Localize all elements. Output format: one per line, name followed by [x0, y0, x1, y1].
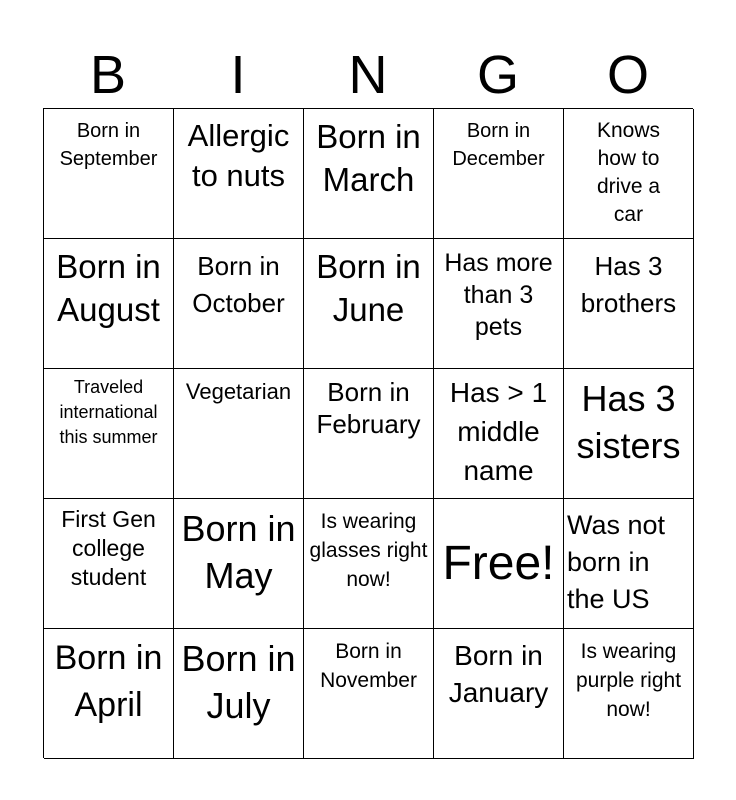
bingo-cell[interactable] — [434, 109, 564, 239]
bingo-cell[interactable] — [44, 499, 174, 629]
bingo-cell[interactable] — [564, 109, 694, 239]
cell-text: Born in December — [452, 120, 545, 170]
cell-text: Born in April — [54, 639, 163, 724]
bingo-cell[interactable] — [304, 109, 434, 239]
header-letter-n: N — [348, 45, 388, 105]
bingo-cell[interactable] — [434, 239, 564, 369]
cell-text: Born in May — [181, 508, 296, 596]
bingo-cell[interactable] — [174, 109, 304, 239]
bingo-cell[interactable] — [434, 629, 564, 759]
bingo-cell[interactable] — [304, 369, 434, 499]
bingo-cell[interactable] — [174, 629, 304, 759]
header-letter-g: G — [476, 45, 519, 105]
bingo-cell[interactable] — [564, 239, 694, 369]
cell-text: Vegetarian — [185, 379, 292, 404]
free-space-cell[interactable] — [434, 499, 564, 629]
header-letter-o: O — [606, 45, 649, 105]
bingo-cell[interactable] — [44, 369, 174, 499]
cell-text: Knows how to drive a car — [596, 119, 661, 226]
cell-text: Has > 1 middle name — [449, 377, 548, 486]
bingo-header — [43, 42, 693, 108]
bingo-cell[interactable] — [304, 239, 434, 369]
bingo-cell[interactable] — [44, 629, 174, 759]
cell-text: Born in July — [181, 638, 296, 726]
cell-text: First Gen college student — [61, 506, 156, 590]
bingo-cell[interactable] — [44, 109, 174, 239]
cell-text: Born in March — [316, 118, 421, 198]
cell-text: Was not born in the US — [567, 510, 666, 614]
bingo-cell[interactable] — [564, 369, 694, 499]
cell-text: Free! — [442, 537, 555, 590]
cell-text: Is wearing glasses right now! — [309, 510, 428, 591]
bingo-cell[interactable] — [174, 499, 304, 629]
bingo-cell[interactable] — [564, 629, 694, 759]
header-letter-i: I — [230, 45, 246, 105]
cell-text: Born in February — [316, 377, 421, 439]
cell-text: Has 3 brothers — [580, 251, 677, 318]
cell-text: Born in September — [59, 120, 158, 170]
cell-text: Born in January — [448, 640, 549, 708]
bingo-cell[interactable] — [44, 239, 174, 369]
bingo-cell[interactable] — [304, 499, 434, 629]
header-letter-b: B — [89, 45, 127, 105]
cell-text: Has 3 sisters — [576, 378, 681, 466]
cell-text: Born in June — [316, 248, 421, 328]
bingo-cell[interactable] — [174, 369, 304, 499]
bingo-cell[interactable] — [564, 499, 694, 629]
cell-text: Born in October — [192, 251, 285, 318]
cell-text: Has more than 3 pets — [444, 249, 553, 341]
cell-text: Allergic to nuts — [187, 118, 290, 193]
bingo-cell[interactable] — [174, 239, 304, 369]
bingo-cell[interactable] — [304, 629, 434, 759]
cell-text: Is wearing purple right now! — [575, 640, 682, 721]
cell-text: Born in November — [320, 640, 417, 692]
bingo-grid — [43, 108, 693, 758]
cell-text: Born in August — [56, 248, 161, 328]
cell-text: Traveled international this summer — [59, 377, 158, 447]
bingo-cell[interactable] — [434, 369, 564, 499]
